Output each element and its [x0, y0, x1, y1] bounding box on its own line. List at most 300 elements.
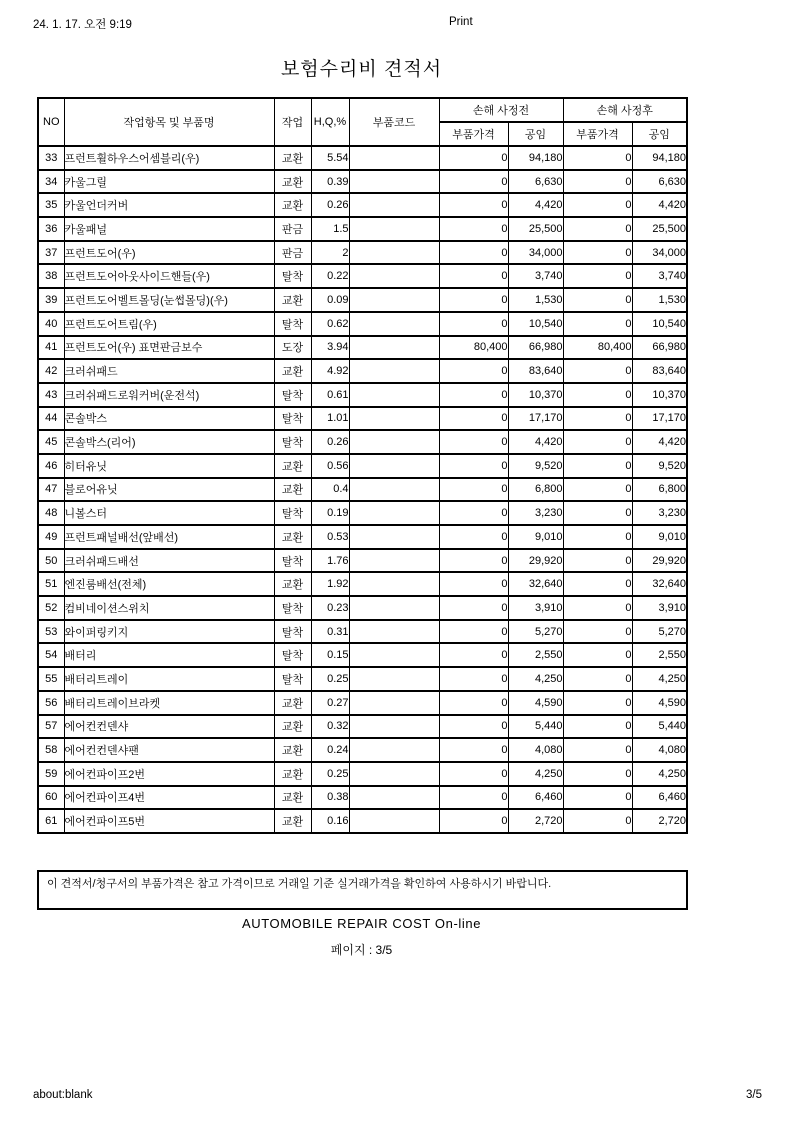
table-row — [38, 336, 687, 360]
hq-percent: 1.92 — [311, 572, 349, 596]
work-type: 판금 — [274, 217, 311, 241]
after-labor: 66,980 — [632, 336, 687, 360]
notice-box — [37, 870, 688, 910]
hq-percent: 0.25 — [311, 667, 349, 691]
before-part-price: 0 — [439, 643, 508, 667]
after-labor: 4,250 — [632, 667, 687, 691]
after-part-price: 0 — [563, 478, 632, 502]
col-header-part-code: 부품코드 — [349, 98, 439, 146]
before-part-price: 80,400 — [439, 336, 508, 360]
after-labor: 4,420 — [632, 193, 687, 217]
item-name: 콘솔박스 — [64, 407, 274, 431]
after-labor: 2,550 — [632, 643, 687, 667]
hq-percent: 0.61 — [311, 383, 349, 407]
hq-percent: 3.94 — [311, 336, 349, 360]
hq-percent: 0.4 — [311, 478, 349, 502]
after-labor: 4,080 — [632, 738, 687, 762]
table-row — [38, 359, 687, 383]
after-part-price: 0 — [563, 525, 632, 549]
hq-percent: 0.23 — [311, 596, 349, 620]
after-part-price: 0 — [563, 549, 632, 573]
table-row — [38, 193, 687, 217]
before-labor: 3,910 — [508, 596, 563, 620]
part-code — [349, 572, 439, 596]
part-code — [349, 312, 439, 336]
after-part-price: 0 — [563, 288, 632, 312]
row-no: 43 — [38, 383, 64, 407]
work-type: 탈착 — [274, 643, 311, 667]
row-no: 58 — [38, 738, 64, 762]
before-labor: 83,640 — [508, 359, 563, 383]
before-part-price: 0 — [439, 193, 508, 217]
after-part-price: 0 — [563, 430, 632, 454]
work-type: 교환 — [274, 454, 311, 478]
work-type: 탈착 — [274, 596, 311, 620]
hq-percent: 1.01 — [311, 407, 349, 431]
after-part-price: 0 — [563, 264, 632, 288]
part-code — [349, 217, 439, 241]
row-no: 42 — [38, 359, 64, 383]
before-part-price: 0 — [439, 691, 508, 715]
row-no: 59 — [38, 762, 64, 786]
col-header-item: 작업항목 및 부품명 — [64, 98, 274, 146]
work-type: 탈착 — [274, 407, 311, 431]
before-labor: 6,800 — [508, 478, 563, 502]
item-name: 에어컨파이프4번 — [64, 786, 274, 810]
item-name: 크러쉬패드 — [64, 359, 274, 383]
row-no: 53 — [38, 620, 64, 644]
after-labor: 10,540 — [632, 312, 687, 336]
before-labor: 94,180 — [508, 146, 563, 170]
hq-percent: 0.09 — [311, 288, 349, 312]
work-type: 탈착 — [274, 501, 311, 525]
before-labor: 6,630 — [508, 170, 563, 194]
table-row — [38, 620, 687, 644]
after-part-price: 0 — [563, 643, 632, 667]
after-labor: 2,720 — [632, 809, 687, 833]
table-row — [38, 170, 687, 194]
row-no: 47 — [38, 478, 64, 502]
part-code — [349, 407, 439, 431]
work-type: 교환 — [274, 691, 311, 715]
item-name: 컴비네이션스위치 — [64, 596, 274, 620]
after-part-price: 0 — [563, 312, 632, 336]
part-code — [349, 786, 439, 810]
row-no: 33 — [38, 146, 64, 170]
col-header-no: NO — [38, 98, 64, 146]
before-part-price: 0 — [439, 596, 508, 620]
part-code — [349, 501, 439, 525]
item-name: 엔진룸배선(전체) — [64, 572, 274, 596]
before-labor: 4,420 — [508, 430, 563, 454]
col-header-after-part-price: 부품가격 — [563, 122, 632, 146]
hq-percent: 0.24 — [311, 738, 349, 762]
before-part-price: 0 — [439, 501, 508, 525]
after-labor: 6,800 — [632, 478, 687, 502]
work-type: 교환 — [274, 715, 311, 739]
before-part-price: 0 — [439, 809, 508, 833]
item-name: 에어컨컨덴샤팬 — [64, 738, 274, 762]
item-name: 와이퍼링키지 — [64, 620, 274, 644]
after-part-price: 0 — [563, 501, 632, 525]
table-row — [38, 430, 687, 454]
item-name: 프런트도어아웃사이드핸들(우) — [64, 264, 274, 288]
after-part-price: 0 — [563, 170, 632, 194]
row-no: 50 — [38, 549, 64, 573]
row-no: 55 — [38, 667, 64, 691]
row-no: 38 — [38, 264, 64, 288]
after-labor: 94,180 — [632, 146, 687, 170]
row-no: 44 — [38, 407, 64, 431]
table-row — [38, 691, 687, 715]
table-row — [38, 643, 687, 667]
after-labor: 29,920 — [632, 549, 687, 573]
after-part-price: 0 — [563, 407, 632, 431]
work-type: 탈착 — [274, 312, 311, 336]
after-part-price: 0 — [563, 809, 632, 833]
notice-text: 이 견적서/청구서의 부품가격은 참고 가격이므로 거래일 기준 실거래가격을 확인하여 사용하시기 바랍니다. — [47, 878, 552, 890]
after-labor: 25,500 — [632, 217, 687, 241]
before-labor: 3,740 — [508, 264, 563, 288]
item-name: 프런트도어벨트몰딩(눈썹몰딩)(우) — [64, 288, 274, 312]
before-part-price: 0 — [439, 312, 508, 336]
after-part-price: 0 — [563, 241, 632, 265]
after-part-price: 0 — [563, 193, 632, 217]
work-type: 교환 — [274, 478, 311, 502]
part-code — [349, 241, 439, 265]
work-type: 교환 — [274, 359, 311, 383]
document-title: 보험수리비 견적서 — [280, 59, 443, 80]
row-no: 57 — [38, 715, 64, 739]
after-part-price: 0 — [563, 359, 632, 383]
hq-percent: 0.27 — [311, 691, 349, 715]
part-code — [349, 549, 439, 573]
before-part-price: 0 — [439, 146, 508, 170]
after-part-price: 0 — [563, 454, 632, 478]
work-type: 탈착 — [274, 667, 311, 691]
part-code — [349, 383, 439, 407]
part-code — [349, 525, 439, 549]
hq-percent: 0.16 — [311, 809, 349, 833]
hq-percent: 0.56 — [311, 454, 349, 478]
work-type: 탈착 — [274, 430, 311, 454]
work-type: 교환 — [274, 170, 311, 194]
before-labor: 5,440 — [508, 715, 563, 739]
item-name: 히터유닛 — [64, 454, 274, 478]
hq-percent: 0.39 — [311, 170, 349, 194]
row-no: 35 — [38, 193, 64, 217]
table-row — [38, 572, 687, 596]
col-header-work: 작업 — [274, 98, 311, 146]
after-labor: 17,170 — [632, 407, 687, 431]
item-name: 프런트도어(우) — [64, 241, 274, 265]
hq-percent: 0.25 — [311, 762, 349, 786]
before-labor: 9,520 — [508, 454, 563, 478]
table-row — [38, 146, 687, 170]
row-no: 34 — [38, 170, 64, 194]
work-type: 교환 — [274, 786, 311, 810]
after-labor: 9,520 — [632, 454, 687, 478]
before-labor: 2,720 — [508, 809, 563, 833]
hq-percent: 0.31 — [311, 620, 349, 644]
work-type: 교환 — [274, 146, 311, 170]
hq-percent: 2 — [311, 241, 349, 265]
before-part-price: 0 — [439, 430, 508, 454]
item-name: 콘솔박스(리어) — [64, 430, 274, 454]
row-no: 48 — [38, 501, 64, 525]
item-name: 카울패널 — [64, 217, 274, 241]
after-labor: 6,630 — [632, 170, 687, 194]
row-no: 46 — [38, 454, 64, 478]
before-labor: 25,500 — [508, 217, 563, 241]
part-code — [349, 170, 439, 194]
table-row — [38, 312, 687, 336]
before-part-price: 0 — [439, 549, 508, 573]
item-name: 에어컨파이프2번 — [64, 762, 274, 786]
after-part-price: 0 — [563, 786, 632, 810]
before-part-price: 0 — [439, 241, 508, 265]
part-code — [349, 715, 439, 739]
work-type: 교환 — [274, 572, 311, 596]
row-no: 36 — [38, 217, 64, 241]
col-header-after: 손해 사정후 — [563, 98, 687, 122]
table-row — [38, 241, 687, 265]
after-part-price: 0 — [563, 762, 632, 786]
before-labor: 10,370 — [508, 383, 563, 407]
hq-percent: 4.92 — [311, 359, 349, 383]
after-part-price: 0 — [563, 715, 632, 739]
after-labor: 3,740 — [632, 264, 687, 288]
after-labor: 3,230 — [632, 501, 687, 525]
repair-estimate-table — [37, 97, 688, 834]
document-title-wrap — [37, 54, 686, 81]
hq-percent: 1.5 — [311, 217, 349, 241]
col-header-before-labor: 공임 — [508, 122, 563, 146]
item-name: 블로어유닛 — [64, 478, 274, 502]
after-part-price: 0 — [563, 620, 632, 644]
item-name: 크러쉬패드로워커버(운전석) — [64, 383, 274, 407]
before-labor: 4,590 — [508, 691, 563, 715]
work-type: 교환 — [274, 288, 311, 312]
part-code — [349, 478, 439, 502]
page-number-label: 페이지 : 3/5 — [330, 943, 393, 957]
table-row — [38, 407, 687, 431]
print-header-title: Print — [449, 16, 473, 28]
after-part-price: 0 — [563, 596, 632, 620]
after-part-price: 0 — [563, 217, 632, 241]
work-type: 탈착 — [274, 620, 311, 644]
print-timestamp: 24. 1. 17. 오전 9:19 — [33, 19, 132, 31]
table-row — [38, 217, 687, 241]
row-no: 60 — [38, 786, 64, 810]
table-row — [38, 786, 687, 810]
row-no: 52 — [38, 596, 64, 620]
before-part-price: 0 — [439, 738, 508, 762]
row-no: 41 — [38, 336, 64, 360]
part-code — [349, 146, 439, 170]
item-name: 프런트휠하우스어셈블리(우) — [64, 146, 274, 170]
before-labor: 17,170 — [508, 407, 563, 431]
after-part-price: 0 — [563, 572, 632, 596]
after-part-price: 0 — [563, 667, 632, 691]
after-labor: 4,250 — [632, 762, 687, 786]
table-row — [38, 288, 687, 312]
item-name: 카울그릴 — [64, 170, 274, 194]
row-no: 40 — [38, 312, 64, 336]
before-labor: 32,640 — [508, 572, 563, 596]
item-name: 배터리트레이브라켓 — [64, 691, 274, 715]
after-labor: 5,270 — [632, 620, 687, 644]
before-part-price: 0 — [439, 407, 508, 431]
after-part-price: 0 — [563, 383, 632, 407]
work-type: 탈착 — [274, 549, 311, 573]
before-labor: 4,250 — [508, 667, 563, 691]
row-no: 61 — [38, 809, 64, 833]
before-labor: 3,230 — [508, 501, 563, 525]
before-labor: 6,460 — [508, 786, 563, 810]
col-header-before: 손해 사정전 — [439, 98, 563, 122]
item-name: 카울언더커버 — [64, 193, 274, 217]
work-type: 판금 — [274, 241, 311, 265]
service-title: AUTOMOBILE REPAIR COST On-line — [241, 916, 482, 931]
before-part-price: 0 — [439, 288, 508, 312]
table-row — [38, 738, 687, 762]
hq-percent: 0.62 — [311, 312, 349, 336]
part-code — [349, 762, 439, 786]
row-no: 51 — [38, 572, 64, 596]
before-labor: 10,540 — [508, 312, 563, 336]
table-body — [38, 146, 687, 833]
table-row — [38, 596, 687, 620]
item-name: 에어컨파이프5번 — [64, 809, 274, 833]
before-part-price: 0 — [439, 620, 508, 644]
item-name: 배터리 — [64, 643, 274, 667]
item-name: 프런트도어트림(우) — [64, 312, 274, 336]
hq-percent: 0.26 — [311, 193, 349, 217]
before-part-price: 0 — [439, 786, 508, 810]
table-row — [38, 454, 687, 478]
before-labor: 29,920 — [508, 549, 563, 573]
part-code — [349, 359, 439, 383]
part-code — [349, 430, 439, 454]
before-labor: 9,010 — [508, 525, 563, 549]
before-labor: 66,980 — [508, 336, 563, 360]
after-labor: 10,370 — [632, 383, 687, 407]
part-code — [349, 454, 439, 478]
table-row — [38, 264, 687, 288]
after-part-price: 0 — [563, 691, 632, 715]
item-name: 배터리트레이 — [64, 667, 274, 691]
before-part-price: 0 — [439, 454, 508, 478]
part-code — [349, 264, 439, 288]
row-no: 39 — [38, 288, 64, 312]
footer-page-number: 3/5 — [746, 1089, 762, 1101]
after-labor: 4,590 — [632, 691, 687, 715]
item-name: 니볼스터 — [64, 501, 274, 525]
work-type: 교환 — [274, 525, 311, 549]
work-type: 탈착 — [274, 383, 311, 407]
hq-percent: 0.26 — [311, 430, 349, 454]
after-labor: 83,640 — [632, 359, 687, 383]
item-name: 크러쉬패드배선 — [64, 549, 274, 573]
after-labor: 3,910 — [632, 596, 687, 620]
hq-percent: 0.22 — [311, 264, 349, 288]
after-part-price: 0 — [563, 146, 632, 170]
hq-percent: 1.76 — [311, 549, 349, 573]
after-labor: 9,010 — [632, 525, 687, 549]
before-part-price: 0 — [439, 383, 508, 407]
after-part-price: 0 — [563, 738, 632, 762]
after-labor: 6,460 — [632, 786, 687, 810]
after-labor: 4,420 — [632, 430, 687, 454]
before-part-price: 0 — [439, 359, 508, 383]
part-code — [349, 336, 439, 360]
hq-percent: 0.15 — [311, 643, 349, 667]
row-no: 56 — [38, 691, 64, 715]
part-code — [349, 596, 439, 620]
work-type: 교환 — [274, 762, 311, 786]
item-name: 프런트패널배선(앞배선) — [64, 525, 274, 549]
hq-percent: 5.54 — [311, 146, 349, 170]
work-type: 교환 — [274, 738, 311, 762]
before-part-price: 0 — [439, 762, 508, 786]
row-no: 45 — [38, 430, 64, 454]
before-labor: 4,420 — [508, 193, 563, 217]
before-part-price: 0 — [439, 264, 508, 288]
table-row — [38, 383, 687, 407]
after-labor: 32,640 — [632, 572, 687, 596]
hq-percent: 0.19 — [311, 501, 349, 525]
table-row — [38, 549, 687, 573]
after-labor: 34,000 — [632, 241, 687, 265]
before-labor: 5,270 — [508, 620, 563, 644]
part-code — [349, 691, 439, 715]
work-type: 탈착 — [274, 264, 311, 288]
part-code — [349, 193, 439, 217]
part-code — [349, 643, 439, 667]
work-type: 교환 — [274, 193, 311, 217]
table-header — [38, 98, 687, 146]
table-row — [38, 478, 687, 502]
before-part-price: 0 — [439, 525, 508, 549]
row-no: 37 — [38, 241, 64, 265]
footer-url: about:blank — [33, 1089, 93, 1101]
before-part-price: 0 — [439, 667, 508, 691]
after-labor: 5,440 — [632, 715, 687, 739]
table-row — [38, 762, 687, 786]
after-part-price: 80,400 — [563, 336, 632, 360]
table-row — [38, 525, 687, 549]
part-code — [349, 667, 439, 691]
before-part-price: 0 — [439, 715, 508, 739]
part-code — [349, 288, 439, 312]
before-labor: 1,530 — [508, 288, 563, 312]
table-row — [38, 809, 687, 833]
before-labor: 4,080 — [508, 738, 563, 762]
col-header-before-part-price: 부품가격 — [439, 122, 508, 146]
table-row — [38, 715, 687, 739]
before-part-price: 0 — [439, 572, 508, 596]
work-type: 교환 — [274, 809, 311, 833]
before-part-price: 0 — [439, 217, 508, 241]
part-code — [349, 809, 439, 833]
before-labor: 4,250 — [508, 762, 563, 786]
before-part-price: 0 — [439, 170, 508, 194]
hq-percent: 0.53 — [311, 525, 349, 549]
hq-percent: 0.32 — [311, 715, 349, 739]
before-part-price: 0 — [439, 478, 508, 502]
after-labor: 1,530 — [632, 288, 687, 312]
